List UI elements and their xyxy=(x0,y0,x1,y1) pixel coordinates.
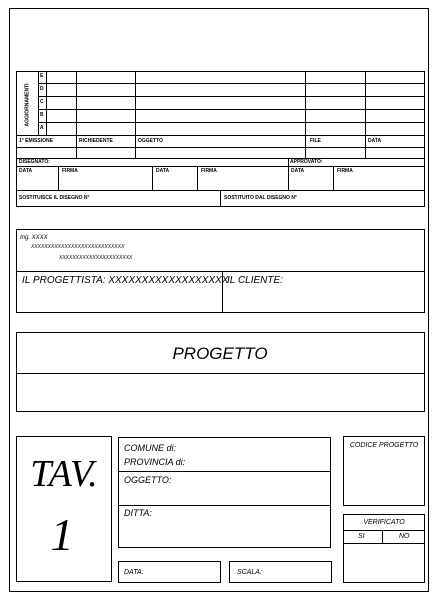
col-header-richiedente: RICHIEDENTE xyxy=(79,138,113,144)
scale-box-label: SCALA: xyxy=(237,569,262,576)
ditta-label: DITTA: xyxy=(124,508,152,518)
project-title: PROGETTO xyxy=(172,344,268,363)
sign-label-1: FIRMA xyxy=(62,168,78,174)
client-label: IL CLIENTE: xyxy=(227,275,283,286)
date-box-label: DATA: xyxy=(124,569,144,576)
revision-row-e: E xyxy=(40,73,44,79)
sign-label-2: FIRMA xyxy=(201,168,217,174)
oggetto-label: OGGETTO: xyxy=(124,475,172,485)
tav-label: TAV. xyxy=(30,453,98,495)
revision-block-frame xyxy=(16,71,425,207)
engineer-line-2: XXXXXXXXXXXXXXXXXXXXXXXXXXXX xyxy=(31,244,125,250)
revision-side-label: AGGIORNAMENTI xyxy=(24,83,31,127)
date-label-2: DATA xyxy=(156,168,170,174)
revision-row-b: B xyxy=(40,112,44,118)
provincia-label: PROVINCIA di: xyxy=(124,457,186,467)
drawn-label: DISEGNATO: xyxy=(19,159,50,165)
col-header-oggetto: OGGETTO xyxy=(138,138,163,144)
replaced-by-label: SOSTITUITO DAL DISEGNO N° xyxy=(224,195,297,201)
engineer-line-3: XXXXXXXXXXXXXXXXXXXXXX xyxy=(59,255,133,261)
date-label-1: DATA xyxy=(19,168,33,174)
engineer-name: Ing. XXXX xyxy=(20,235,48,241)
verified-no: NO xyxy=(399,533,410,540)
comune-label: COMUNE di: xyxy=(124,443,177,453)
revision-row-d: D xyxy=(40,86,44,92)
revision-row-c: C xyxy=(40,99,44,105)
verified-label: VERIFICATO xyxy=(363,519,405,526)
verified-yes: SI xyxy=(358,533,365,540)
date-label-3: DATA xyxy=(291,168,305,174)
revision-row-a: A xyxy=(40,125,44,131)
approved-label: APPROVATO: xyxy=(290,159,323,165)
tav-number: 1 xyxy=(50,509,74,560)
replaces-label: SOSTITUISCE IL DISEGNO N° xyxy=(19,195,90,201)
designer-label: IL PROGETTISTA: XXXXXXXXXXXXXXXXXX xyxy=(22,275,229,286)
col-header-file: FILE xyxy=(310,138,321,144)
col-header-emissione: 1° EMISSIONE xyxy=(19,138,53,144)
project-code-label: CODICE PROGETTO xyxy=(349,442,419,449)
sign-label-3: FIRMA xyxy=(337,168,353,174)
col-header-data: DATA xyxy=(368,138,382,144)
location-box xyxy=(118,437,331,548)
